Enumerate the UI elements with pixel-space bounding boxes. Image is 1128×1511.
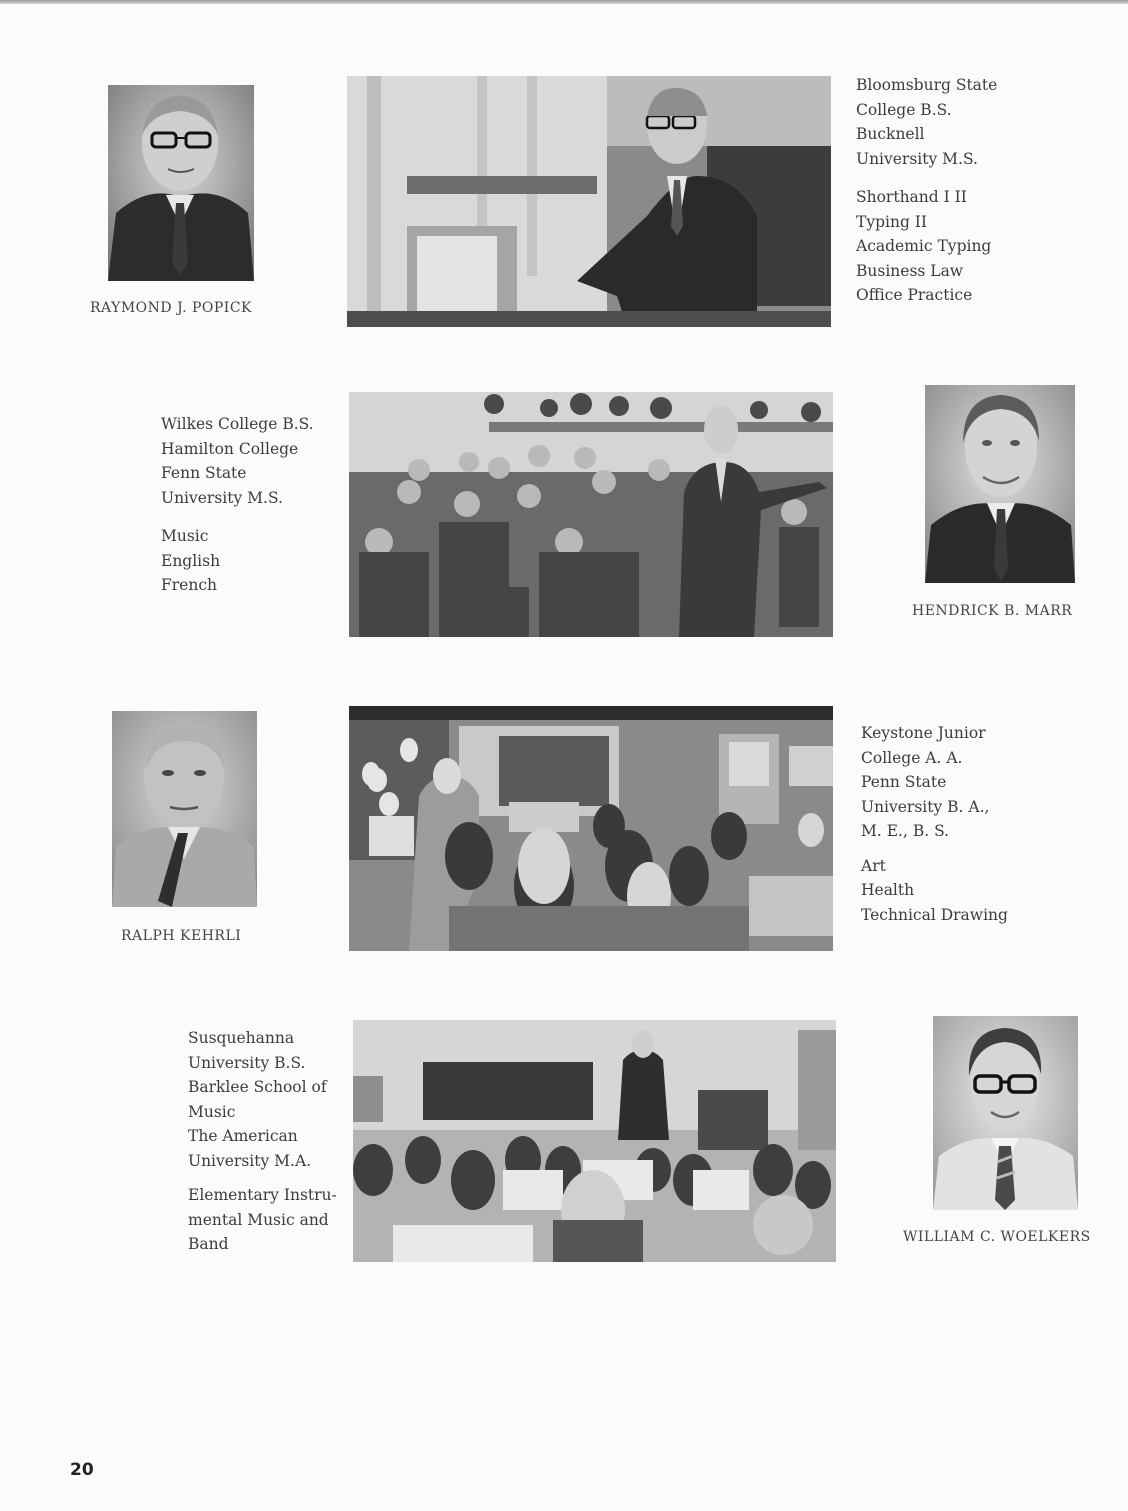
portrait-raymond-popick [108, 85, 254, 281]
education-line: Fenn State [161, 464, 247, 482]
education-line: University B. A., [861, 797, 990, 816]
portrait-hendrick-marr [925, 385, 1075, 583]
subject-line: French [161, 576, 217, 594]
education-line: Wilkes College B.S. [161, 415, 314, 433]
education-line: The American [188, 1127, 298, 1145]
subject-line: mental Music and [188, 1210, 329, 1229]
subject-line: Academic Typing [856, 237, 992, 255]
subject-line: English [161, 551, 221, 570]
teacher-info-kehrli [861, 721, 1008, 927]
teacher-info-woelkers [188, 1026, 337, 1257]
education-line: Penn State [861, 773, 947, 791]
candid-photo-kehrli-art-room [349, 706, 833, 951]
education-line: Bloomsburg State [856, 76, 998, 94]
education-line: Susquehanna [188, 1029, 295, 1047]
subject-line: Shorthand I II [856, 188, 967, 206]
education-line: College B.S. [856, 100, 952, 119]
candid-photo-woelkers-band-room [353, 1020, 836, 1262]
subject-line: Band [188, 1235, 229, 1253]
candid-photo-popick-classroom [347, 76, 831, 327]
page-top-edge [0, 0, 1128, 4]
page-number: 20 [70, 1460, 94, 1480]
subject-line: Health [861, 881, 915, 899]
education-line: University M.A. [188, 1151, 312, 1170]
subject-line: Office Practice [856, 286, 973, 304]
education-line: College A. A. [861, 748, 963, 767]
subject-line: Technical Drawing [861, 905, 1008, 924]
portrait-william-woelkers [933, 1016, 1078, 1210]
candid-photo-marr-classroom [349, 392, 833, 637]
teacher-info-popick [856, 73, 997, 308]
teacher-name: WILLIAM C. WOELKERS [903, 1229, 1091, 1245]
education-line: Keystone Junior [861, 724, 986, 742]
education-line: Music [188, 1102, 236, 1121]
teacher-info-marr [161, 412, 314, 598]
education-line: University M.S. [161, 488, 283, 507]
education-line: Hamilton College [161, 439, 299, 458]
education-line: Barklee School of [188, 1078, 327, 1096]
subject-line: Music [161, 527, 209, 545]
subject-line: Business Law [856, 261, 964, 280]
education-line: Bucknell [856, 125, 925, 143]
teacher-name: RAYMOND J. POPICK [90, 300, 253, 316]
teacher-name: RALPH KEHRLI [121, 928, 242, 944]
education-line: University M.S. [856, 149, 978, 168]
portrait-ralph-kehrli [112, 711, 257, 907]
teacher-name: HENDRICK B. MARR [912, 603, 1073, 619]
education-line: M. E., B. S. [861, 822, 950, 840]
subject-line: Art [861, 856, 886, 875]
subject-line: Typing II [856, 212, 928, 231]
subject-line: Elementary Instru- [188, 1186, 337, 1204]
education-line: University B.S. [188, 1053, 306, 1072]
